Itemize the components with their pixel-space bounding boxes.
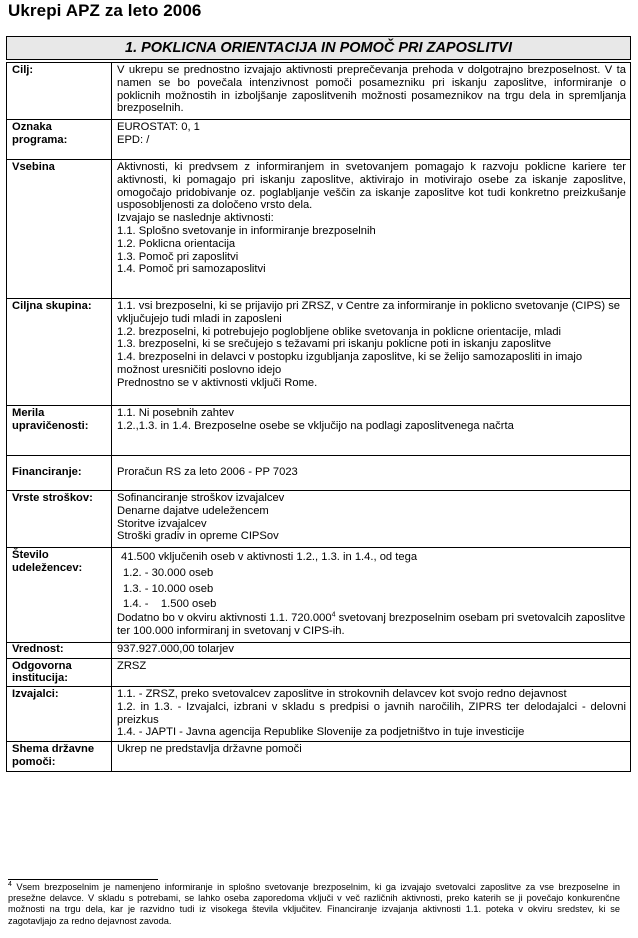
vsebina-line: 1.4. Pomoč pri samozaposlitvi — [117, 263, 266, 276]
ciljna-line: 1.1. vsi brezposelni, ki se prijavijo pri ZRSZ, v Centre za informiranje in poklicno svetovanje (CIPS) se vključujejo tudi mladi in zaposleni — [117, 300, 621, 325]
oznaka-line: EPD: / — [117, 133, 150, 146]
footnote-marker: 4 — [8, 880, 12, 888]
label-financiranje: Financiranje: — [7, 456, 112, 491]
stevilo-intro: 41.500 vključenih oseb v aktivnosti 1.2., 1.3. in 1.4., od tega — [121, 551, 418, 563]
label-vsebina: Vsebina — [7, 160, 112, 299]
value-vrste-stroskov — [112, 491, 631, 548]
oznaka-line: EUROSTAT: 0, 1 — [117, 121, 200, 133]
ciljna-line: 1.2. brezposelni, ki potrebujejo poglobljene oblike svetovanja in poklicne orientacije, mladi — [117, 325, 562, 338]
label-odgovorna: Odgovorna institucija: — [7, 659, 112, 687]
row-vrste-stroskov — [7, 491, 631, 548]
izvajalci-line: 1.1. - ZRSZ, preko svetovalcev zaposlitve in strokovnih delavcev kot svojo redno dejavnost — [117, 688, 567, 700]
row-vsebina — [7, 160, 631, 299]
stevilo-item: 1.2. - 30.000 oseb — [123, 567, 214, 579]
label-vrednost: Vrednost: — [7, 643, 112, 659]
value-oznaka — [112, 120, 631, 160]
value-ciljna-skupina — [112, 299, 631, 406]
value-merila — [112, 406, 631, 456]
stroski-line: Sofinanciranje stroškov izvajalcev — [117, 492, 285, 504]
value-stevilo — [112, 548, 631, 643]
label-stevilo: Število udeležencev: — [7, 548, 112, 643]
footnote-text: Vsem brezposelnim je namenjeno informiranje in splošno svetovanje brezposelnim, ki ga izvajajo svetovalci zaposlitve za vse brezposelne in presežne delavce. V skladu s potrebami, se lahko oseba zaporedoma vključi v več različnih aktivnosti, preko katerih se ji povečajo konkurenčne možnosti na trgu dela, kar je razvidno tudi iz visokega števila vključitev. Financiranje izvajanja aktivnosti 1.1. poteka v okviru sredstev, ki se zagotavljajo za redno dejavnost zavoda. — [8, 882, 620, 926]
label-ciljna-skupina: Ciljna skupina: — [7, 299, 112, 406]
footnote-reference: 4 — [331, 611, 336, 619]
vsebina-text: Aktivnosti, ki predvsem z informiranjem in svetovanjem pomagajo k razvoju poklicne kariere ter aktivnosti, ki pomagajo pri iskanju zaposlitve, aktivirajo in motivirajo osebe za iskanje zaposlitve, omogočajo pridobivanje oz. poglabljanje veščin za iskanje zaposlitve kot tudi konkretno preizkušanje usposobljenosti za določeno vrsto dela. — [117, 161, 626, 212]
row-merila — [7, 406, 631, 456]
row-izvajalci — [7, 687, 631, 742]
label-cilj: Cilj: — [7, 63, 112, 120]
value-shema: Ukrep ne predstavlja državne pomoči — [112, 742, 631, 772]
stroski-line: Stroški gradiv in opreme CIPSov — [117, 530, 279, 543]
document-title: Ukrepi APZ za leto 2006 — [8, 1, 202, 20]
row-vrednost — [7, 643, 631, 659]
izvajalci-line: 1.4. - JAPTI - Javna agencija Republike Slovenije za podjetništvo in tuje investicije — [117, 726, 525, 739]
section-title: 1. POKLICNA ORIENTACIJA IN POMOČ PRI ZAPOSLITVI — [6, 36, 631, 60]
label-izvajalci: Izvajalci: — [7, 687, 112, 742]
label-shema: Shema državne pomoči: — [7, 742, 112, 772]
row-odgovorna — [7, 659, 631, 687]
vsebina-line: 1.3. Pomoč pri zaposlitvi — [117, 250, 239, 263]
merila-line: 1.2.,1.3. in 1.4. Brezposelne osebe se vključijo na podlagi zaposlitvenega načrta — [117, 419, 514, 432]
footnote-separator — [8, 879, 158, 880]
stevilo-note-after: svetovanj brezposelnim osebam pri svetovalcih zaposlitve ter 100.000 informiranj in svetovanj v CIPS-ih. — [117, 612, 626, 637]
measure-table — [6, 62, 631, 772]
izvajalci-line: 1.2. in 1.3. - Izvajalci, izbrani v skladu s predpisi o javnih naročilih, ZIPRS ter delodajalci - delovni preizkus — [117, 700, 626, 726]
vsebina-line: Izvajajo se naslednje aktivnosti: — [117, 212, 274, 225]
stevilo-item: 1.4. - 1.500 oseb — [123, 598, 217, 610]
merila-line: 1.1. Ni posebnih zahtev — [117, 407, 234, 419]
row-financiranje — [7, 456, 631, 491]
stevilo-note — [117, 612, 626, 638]
value-izvajalci — [112, 687, 631, 742]
stroski-line: Storitve izvajalcev — [117, 517, 207, 530]
label-vrste-stroskov: Vrste stroškov: — [7, 491, 112, 548]
row-oznaka — [7, 120, 631, 160]
row-stevilo — [7, 548, 631, 643]
vsebina-line: 1.1. Splošno svetovanje in informiranje brezposelnih — [117, 224, 376, 237]
value-financiranje: Proračun RS za leto 2006 - PP 7023 — [112, 456, 631, 491]
row-shema — [7, 742, 631, 772]
ciljna-line: Prednostno se v aktivnosti vključi Rome. — [117, 376, 318, 389]
label-merila: Merila upravičenosti: — [7, 406, 112, 456]
ciljna-line: 1.4. brezposelni in delavci v postopku izgubljanja zaposlitve, ki se želijo samozaposliti in imajo možnost uresničiti poslovno idejo — [117, 351, 583, 376]
value-vsebina — [112, 160, 631, 299]
stevilo-note-before: Dodatno bo v okviru aktivnosti 1.1. 720.000 — [117, 612, 332, 624]
row-ciljna-skupina — [7, 299, 631, 406]
value-cilj: V ukrepu se prednostno izvajajo aktivnosti preprečevanja prehoda v dolgotrajno brezposelnost. V ta namen se bo povečala intenzivnost pomoči posamezniku pri iskanju zaposlitve, informiranje o poklicnih možnostih in izboljšanje zaposlitvenih možnosti posameznikov na trgu dela in spremljanja brezposelnih. — [112, 63, 631, 120]
value-vrednost: 937.927.000,00 tolarjev — [112, 643, 631, 659]
label-oznaka: Oznaka programa: — [7, 120, 112, 160]
stevilo-item: 1.3. - 10.000 oseb — [123, 583, 214, 595]
stroski-line: Denarne dajatve udeležencem — [117, 504, 269, 517]
row-cilj — [7, 63, 631, 120]
ciljna-line: 1.3. brezposelni, ki se srečujejo s težavami pri iskanju poklicne poti in iskanju zaposlitve — [117, 338, 552, 351]
vsebina-line: 1.2. Poklicna orientacija — [117, 237, 236, 250]
value-odgovorna: ZRSZ — [112, 659, 631, 687]
footnote — [8, 882, 620, 927]
